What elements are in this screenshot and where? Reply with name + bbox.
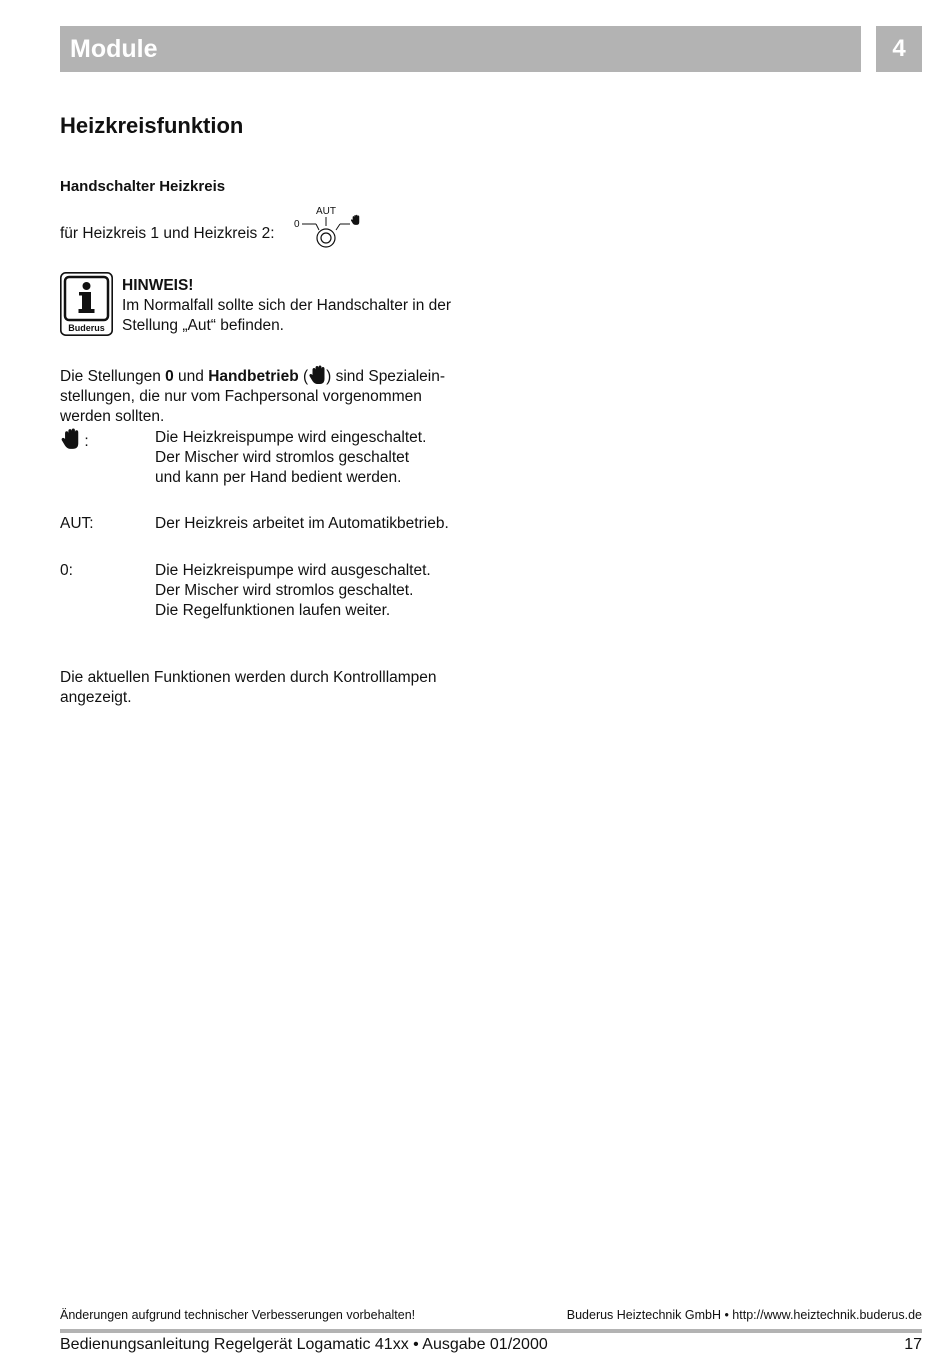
definition-line: Die Regelfunktionen laufen weiter. [155,602,391,619]
intro-paragraph [60,365,480,427]
hand-icon [351,215,359,225]
info-icon [60,272,113,336]
page-number: 17 [904,1336,922,1353]
closing-line: Die aktuellen Funktionen werden durch Kontrolllampen [60,669,437,686]
hand-icon [60,428,80,450]
footer-manual-title: Bedienungsanleitung Regelgerät Logamatic 41xx • Ausgabe 01/2000 [60,1336,548,1353]
switch-label-aut: AUT [316,206,336,217]
chapter-header [60,26,861,72]
switch-symbol [288,200,368,250]
hand-icon [308,365,326,385]
definition-line: Der Mischer wird stromlos geschaltet. [155,582,414,599]
note-title: HINWEIS! [122,277,194,294]
definition-body [155,514,495,534]
definition-term [60,428,89,452]
section-title: Heizkreisfunktion [60,113,244,138]
intro-line: werden sollten. [60,408,165,425]
intro-text: Die Stellungen [60,368,166,385]
definition-body [155,428,495,488]
definition-line: Der Heizkreis arbeitet im Automatikbetrieb. [155,515,449,532]
definition-body [155,561,495,621]
chapter-number: 4 [876,26,922,72]
definition-line: Der Mischer wird stromlos geschaltet [155,449,410,466]
definition-line: Die Heizkreispumpe wird ausgeschaltet. [155,562,431,579]
definition-term-text: : [84,433,89,450]
definition-line: Die Heizkreispumpe wird eingeschaltet. [155,429,427,446]
note-box [122,276,482,336]
closing-line: angezeigt. [60,689,132,706]
intro-bold-zero: 0 [165,368,174,385]
intro-text: und [173,368,209,385]
chapter-title: Module [70,35,158,63]
intro-bold-hand: Handbetrieb [208,368,299,385]
brand-label: Buderus [68,323,105,333]
subsection-title: Handschalter Heizkreis [60,178,226,195]
footer-divider [60,1329,922,1333]
intro-text: ( [298,368,309,385]
intro-line: stellungen, die nur vom Fachpersonal vorgenommen [60,388,422,405]
definition-line: und kann per Hand bedient werden. [155,469,402,486]
switch-intro: für Heizkreis 1 und Heizkreis 2: [60,225,275,242]
intro-text: ) sind Spezialein- [326,368,446,385]
closing-paragraph [60,668,480,708]
definition-term: 0: [60,562,73,579]
note-line: Im Normalfall sollte sich der Handschalter in der [122,297,452,314]
footer-company: Buderus Heiztechnik GmbH • http://www.heiztechnik.buderus.de [566,1308,922,1322]
switch-label-zero: 0 [294,219,300,230]
note-line: Stellung „Aut“ befinden. [122,317,284,334]
definition-term: AUT: [60,515,94,532]
footer-disclaimer: Änderungen aufgrund technischer Verbesserungen vorbehalten! [60,1308,416,1322]
